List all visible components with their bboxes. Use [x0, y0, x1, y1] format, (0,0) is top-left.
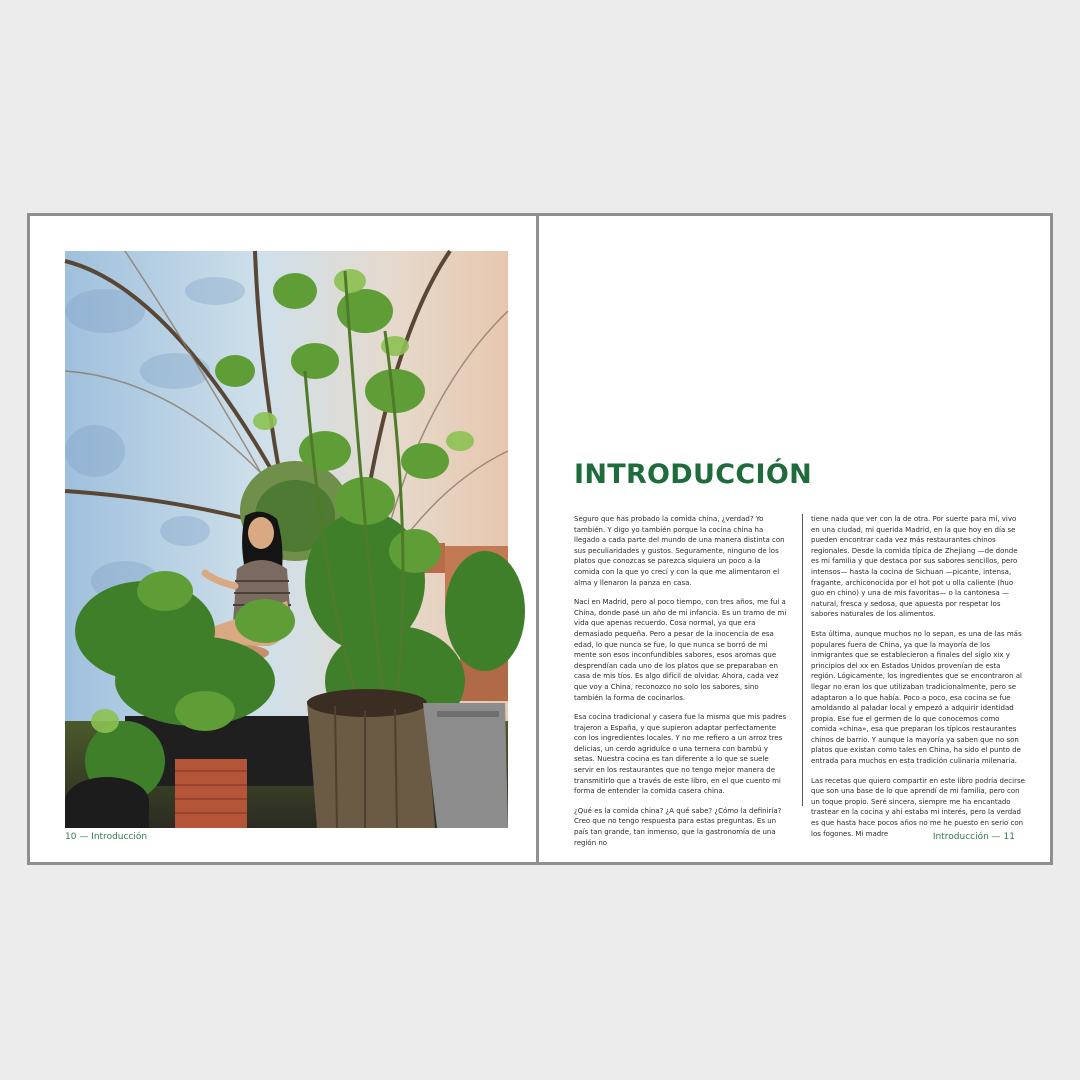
paragraph: Esta última, aunque muchos no lo sepan, es una de las más populares fuera de China, ya que la mayoría de los inmigrantes que se establecieron a finales del siglo xix y principios del xx en Estados Unidos provenían de esta región. Lógicamente, los ingredientes que se encontraron al llegar no eran los que utilizaban tradicionalmente, pero se adaptaron a lo que había. Poco a poco, esa cocina se fue amoldando al paladar local y empezó a adquirir identidad propia. Ese fue el germen de lo que conocemos como comida «china», esa que preparan los típicos restaurantes chinos de barrio. Y aunque la mayoría ya saben que no son platos que existan como tales en China, ha sido el punto de entrada para muchos en esta tradición culinaria milenaria.: [811, 629, 1022, 766]
paragraph: Esa cocina tradicional y casera fue la misma que mis padres trajeron a España, y que supieron adaptar perfectamente con los ingredientes locales. Y no me refiero a un arroz tres delicias, un cerdo agridulce o una ternera con bambú y setas. Nuestra cocina es tan diferente a lo que se suele servir en los restaurantes que no tengo mejor manera de transmitirlo que a través de este libro, en el que cuento mi forma de entender la comida casera china.: [574, 713, 787, 796]
paragraph: Seguro que has probado la comida china, ¿verdad? Yo también. Y digo yo también porque la cocina china ha llegado a cada parte del mundo de una manera distinta con sus peculiaridades y gustos. Seguramente, ninguno de los platos que conozcas se parezca siquiera un poco a la comida con la que yo crecí y con la que me alimentaron el alma y llenaron la panza en casa.: [574, 515, 785, 587]
page-number-left: 10 — Introducción: [65, 832, 148, 842]
left-page: [30, 216, 536, 862]
paragraph: ¿Qué es la comida china? ¿A qué sabe? ¿Cómo la definiría? Creo que no tengo respuesta para estas preguntas. Es un país tan grande, tan inmenso, que la gastronomía de una región no: [574, 806, 782, 847]
greenhouse-photo: [65, 251, 508, 828]
paragraph: Las recetas que quiero compartir en este libro podría decirse que son una base de lo que aprendí de mi familia, pero con un toque propio. Seré sincera, siempre me ha encantado trastear en la cocina y ahí estaba mi interés, pero la verdad es que hasta hace pocos años no me he puesto en serio con los fogones. Mi madre: [811, 776, 1025, 838]
book-spread: [27, 213, 1053, 865]
page-number-right: Introducción — 11: [932, 832, 1015, 842]
text-column-1: [574, 514, 788, 857]
paragraph: Nací en Madrid, pero al poco tiempo, con tres años, me fui a China, donde pasé un año de mi infancia. Es un tramo de mi vida que apenas recuerdo. Cosa normal, ya que era demasiado pequeña. Pero a pesar de la inocencia de esa edad, lo que nunca se fue, lo que nunca se borró de mi mente son esos inconfundibles sabores, esos aromas que desprendían cada uno de los platos que se preparaban en casa de mis tíos. Es algo difícil de olvidar. Ahora, cada vez que voy a China, reconozco no solo los sabores, sino también la forma de cocinarlos.: [574, 598, 787, 702]
right-page: [539, 216, 1050, 862]
chapter-title: INTRODUCCIÓN: [574, 459, 812, 490]
paragraph: tiene nada que ver con la de otra. Por suerte para mí, vivo en una ciudad, mi querida Madrid, en la que hoy en día se pueden encontrar cada vez más restaurantes chinos regionales. Desde la comida típica de Zhejiang —de donde es mi familia y que destaca por sus sabores sencillos, pero intensos— hasta la cocina de Sichuan —picante, intensa, fragante, archiconocida por el hot pot u olla caliente (huo guo en chino) y una de mis favoritas— o la cantonesa —natural, fresca y sedosa, que apuesta por respetar los sabores naturales de los alimentos.: [811, 515, 1018, 619]
